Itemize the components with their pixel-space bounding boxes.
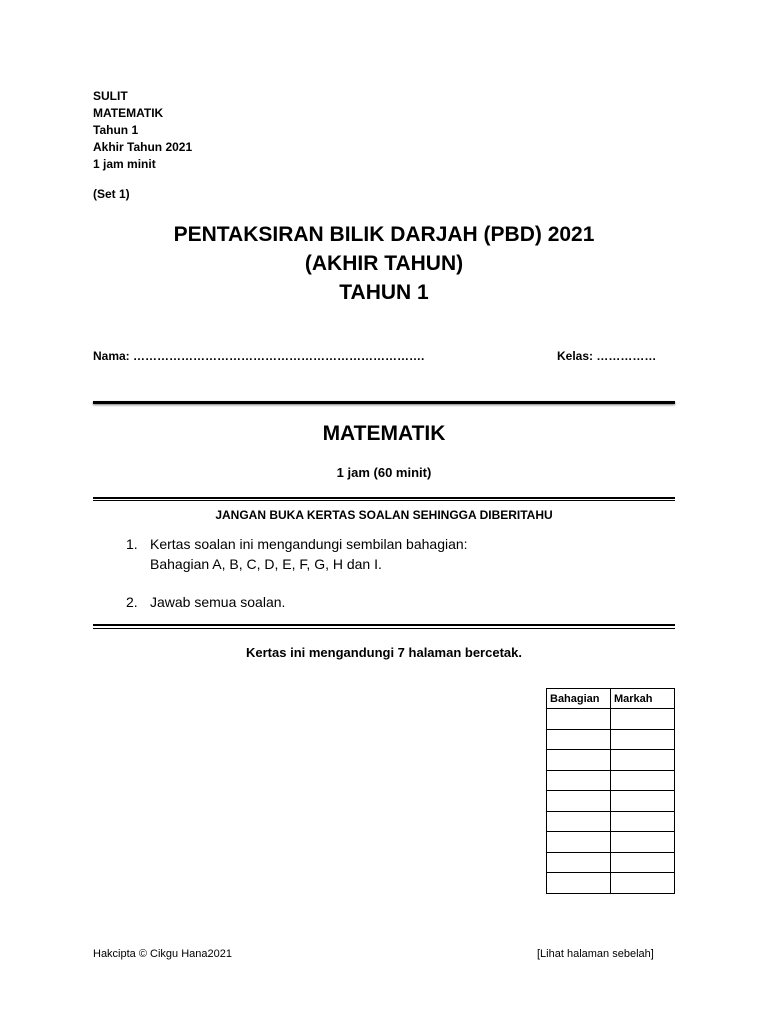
table-row	[547, 770, 675, 791]
section-cell[interactable]	[547, 770, 611, 791]
section-cell[interactable]	[547, 750, 611, 771]
header-classification: SULIT	[93, 89, 128, 103]
instruction-item	[126, 592, 285, 612]
class-dots: ……………	[596, 349, 657, 363]
instruction-number: 2.	[126, 594, 138, 610]
marks-cell[interactable]	[611, 832, 675, 853]
marks-cell[interactable]	[611, 791, 675, 812]
divider-instructions-bottom-thin	[93, 628, 675, 629]
name-label: Nama:	[93, 349, 130, 363]
marks-cell[interactable]	[611, 873, 675, 894]
instruction-text: Kertas soalan ini mengandungi sembilan bahagian:	[150, 536, 468, 552]
divider-instructions-top-thin	[93, 500, 675, 501]
subject-duration: 1 jam (60 minit)	[336, 465, 432, 480]
table-row	[547, 832, 675, 853]
marks-cell[interactable]	[611, 750, 675, 771]
title-line-3: TAHUN 1	[339, 281, 429, 304]
class-field[interactable]	[557, 349, 656, 363]
instruction-text: Jawab semua soalan.	[150, 594, 286, 610]
set-label: (Set 1)	[93, 187, 130, 201]
table-row	[547, 873, 675, 894]
pages-note: Kertas ini mengandungi 7 halaman bercetak.	[246, 645, 522, 660]
warning-text: JANGAN BUKA KERTAS SOALAN SEHINGGA DIBERITAHU	[215, 508, 553, 522]
marks-cell[interactable]	[611, 709, 675, 730]
marks-cell[interactable]	[611, 811, 675, 832]
col-header-marks: Markah	[611, 689, 675, 709]
table-row	[547, 791, 675, 812]
footer-next-page: [Lihat halaman sebelah]	[537, 948, 654, 960]
table-row	[547, 729, 675, 750]
header-subject: MATEMATIK	[93, 106, 164, 120]
section-cell[interactable]	[547, 873, 611, 894]
table-row	[547, 709, 675, 730]
marks-table-header	[547, 689, 675, 709]
instruction-number: 1.	[126, 536, 138, 552]
name-field[interactable]	[93, 349, 424, 363]
name-dots: ……………………………………………………………….	[133, 349, 425, 363]
col-header-section: Bahagian	[547, 689, 611, 709]
marks-cell[interactable]	[611, 852, 675, 873]
table-row	[547, 852, 675, 873]
section-cell[interactable]	[547, 729, 611, 750]
divider-instructions-bottom	[93, 624, 675, 626]
footer-copyright: Hakcipta © Cikgu Hana2021	[93, 948, 232, 960]
table-row	[547, 750, 675, 771]
marks-cell[interactable]	[611, 770, 675, 791]
subject-title: MATEMATIK	[322, 422, 446, 445]
divider-instructions-top	[93, 497, 675, 499]
instruction-item	[126, 534, 468, 574]
marks-cell[interactable]	[611, 729, 675, 750]
header-block	[93, 88, 192, 173]
page-title	[0, 220, 768, 307]
section-cell[interactable]	[547, 832, 611, 853]
section-cell[interactable]	[547, 791, 611, 812]
section-cell[interactable]	[547, 709, 611, 730]
header-year: Tahun 1	[93, 123, 139, 137]
divider-top	[93, 401, 675, 404]
header-duration: 1 jam minit	[93, 157, 156, 171]
section-cell[interactable]	[547, 852, 611, 873]
title-line-2: (AKHIR TAHUN)	[304, 252, 464, 275]
table-row	[547, 811, 675, 832]
instruction-text-continued: Bahagian A, B, C, D, E, F, G, H dan I.	[150, 556, 382, 572]
header-exam: Akhir Tahun 2021	[93, 140, 193, 154]
class-label: Kelas:	[557, 349, 594, 363]
section-cell[interactable]	[547, 811, 611, 832]
marks-table	[546, 688, 675, 894]
title-line-1: PENTAKSIRAN BILIK DARJAH (PBD) 2021	[173, 223, 595, 246]
